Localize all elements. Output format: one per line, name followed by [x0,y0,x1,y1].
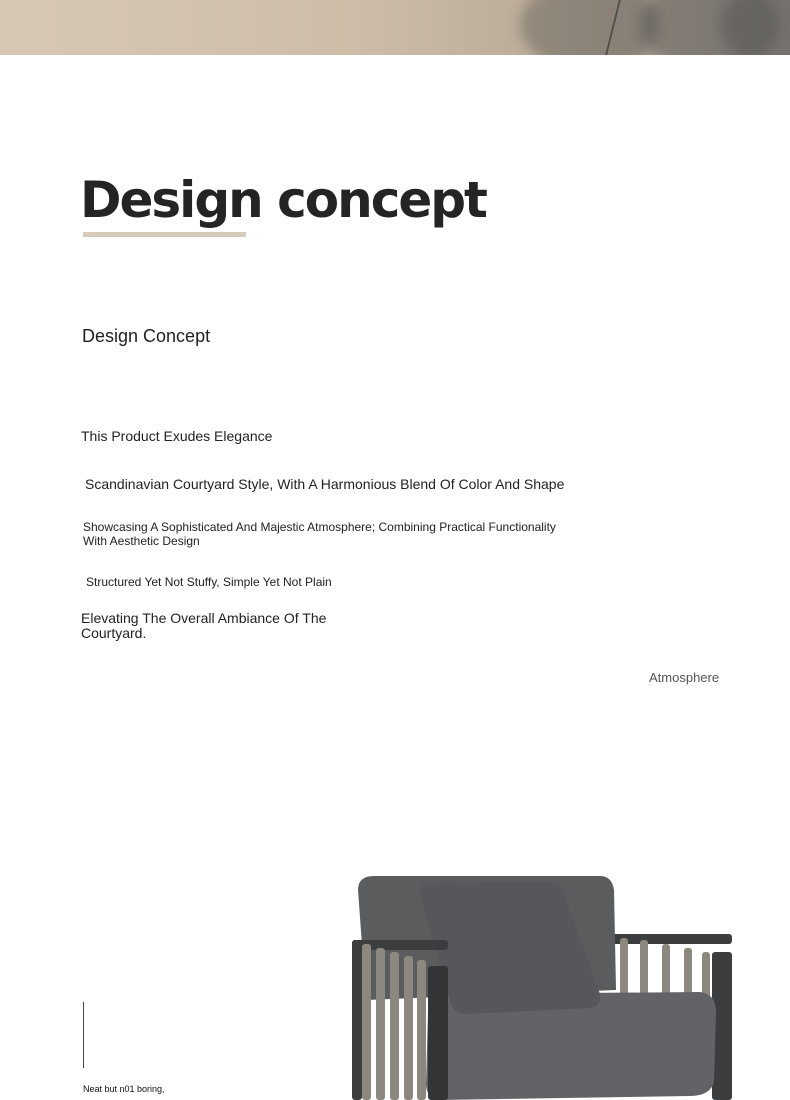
concept-line-1: This Product Exudes Elegance [81,428,273,444]
page-heading: Design concept [80,171,486,229]
top-banner-image [0,0,790,55]
concept-line-2: Scandinavian Courtyard Style, With A Harmonious Blend Of Color And Shape [85,476,565,492]
vertical-divider [83,1002,84,1068]
heading-underline [83,232,246,237]
concept-line-5: Elevating The Overall Ambiance Of The Courtyard. [81,610,327,641]
concept-line-3: Showcasing A Sophisticated And Majestic Atmosphere; Combining Practical Functionality With Aesthetic Design [83,520,556,548]
section-subtitle: Design Concept [82,326,211,346]
caption-text: Neat but n01 boring, [83,1084,165,1094]
atmosphere-label: Atmosphere [649,670,720,685]
concept-line-4: Structured Yet Not Stuffy, Simple Yet Not Plain [86,575,332,589]
armchair-image [350,872,740,1100]
